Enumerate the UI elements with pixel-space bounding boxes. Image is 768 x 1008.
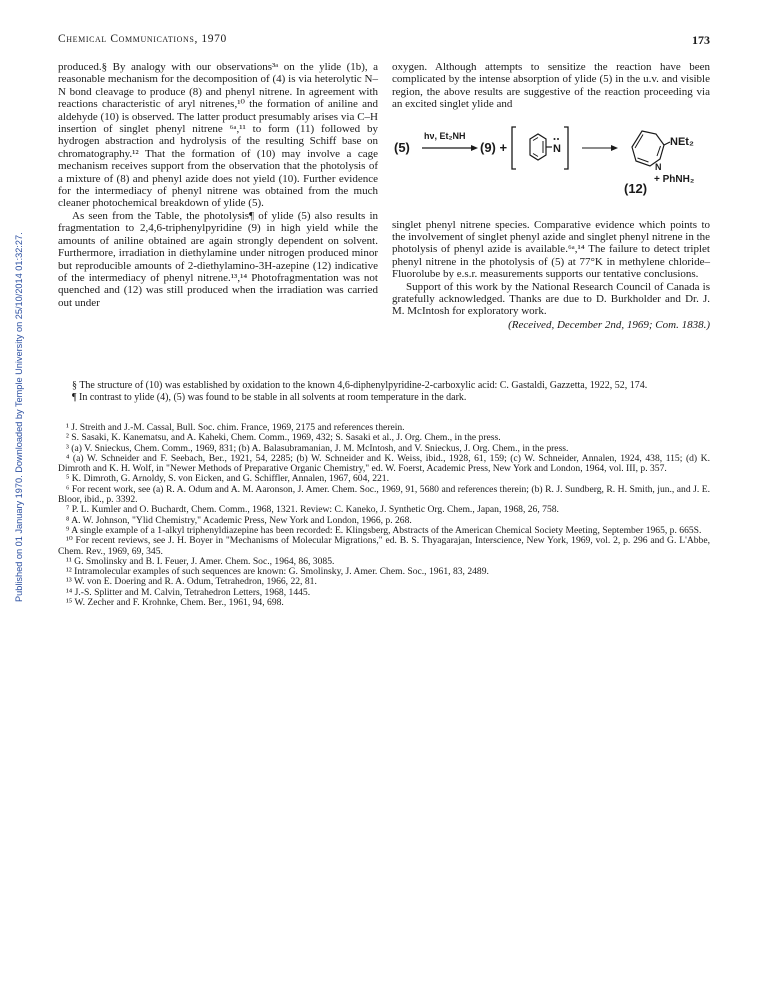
- azepine-double-bond: [638, 158, 649, 162]
- scheme-byproduct: + PhNH₂: [654, 173, 695, 185]
- right-bracket: [564, 127, 568, 169]
- nitrene-electron: [557, 138, 559, 140]
- left-column: [58, 61, 378, 309]
- scheme-product-9: (9) +: [480, 139, 508, 155]
- reference-item: ⁶ For recent work, see (a) R. A. Odum and A. M. Aaronson, J. Amer. Chem. Soc., 1969, 91, 5680 and references therein; (b) R. J. Sundberg, R. H. Smith, jun., and J. E. Bloor, ibid., p. 3392.: [58, 483, 710, 506]
- reference-item: ⁹ A single example of a 1-alkyl triphenyldiazepine has been recorded: E. Klingsberg, Abstracts of the American Chemical Society Meeting, September 1965, p. 665S.: [66, 524, 702, 536]
- reference-item: ⁵ K. Dimroth, G. Arnoldy, S. von Eicken, and G. Schiffler, Annalen, 1967, 604, 221.: [66, 473, 389, 485]
- reaction-arrowhead: [471, 145, 478, 151]
- azepine-substituent: NEt₂: [670, 135, 694, 148]
- azepine-double-bond: [657, 146, 661, 156]
- reference-item: ¹⁰ For recent reviews, see J. H. Boyer in "Mechanisms of Molecular Migrations," ed. B. S. Thyagarajan, Interscience, New York, 1969, vol. 2, p. 296 and G. L'Abbe, Chem. Rev., 1969, 69, 345.: [58, 535, 710, 557]
- running-header: [58, 33, 710, 49]
- nitrene-nitrogen: N: [553, 142, 561, 155]
- reference-item: ⁷ P. L. Kumler and O. Buchardt, Chem. Comm., 1968, 1321. Review: C. Kaneko, J. Synthetic Org. Chem., Japan, 1968, 26, 758.: [66, 504, 559, 516]
- reference-item: ¹ J. Streith and J.-M. Cassal, Bull. Soc. chim. France, 1969, 2175 and references therein.: [66, 422, 405, 433]
- benzene-double-bond: [533, 153, 538, 156]
- nitrene-electron: [554, 138, 556, 140]
- journal-title: Chemical Communications, 1970: [58, 33, 227, 45]
- reference-item: ¹² Intramolecular examples of such sequences are known: G. Smolinsky, J. Amer. Chem. Soc., 1961, 83, 2489.: [66, 566, 489, 578]
- paragraph: singlet phenyl nitrene species. Comparative evidence which points to the involvement of singlet phenyl azide and singlet phenyl nitrene in the photolysis of phenyl azide is available.⁶ᵃ,¹⁴ The failure to detect triplet phenyl nitrene in the photolysis of (5) at 77°K in methylene chloride–Fluorolube by e.s.r. measurements supports our tentative conclusions.: [392, 218, 711, 281]
- rearrangement-arrowhead: [611, 145, 618, 151]
- scheme-product-label: (12): [624, 180, 648, 196]
- footnotes: [58, 380, 710, 403]
- azepine-nitrogen: N: [655, 161, 662, 172]
- page-number: 173: [692, 33, 710, 47]
- references: [58, 423, 710, 608]
- reference-item: ¹⁴ J.-S. Splitter and M. Calvin, Tetrahedron Letters, 1968, 1445.: [66, 586, 311, 598]
- footnote: § The structure of (10) was established by oxidation to the known 4,6-diphenylpyridine-2-carboxylic acid: C. Gastaldi, Gazzetta, 1922, 52, 174.: [72, 380, 648, 391]
- paragraph: As seen from the Table, the photolysis¶ of ylide (5) also results in fragmentation to 2,4,6-triphenylpyridine (9) in high yield while the amounts of aniline obtained are again strongly dependent on solvent. Furthermore, irradiation in diethylamine under nitrogen produced minor but reproducible amounts of 2-diethylamino-3H-azepine (12) indicative of the intermediacy of phenyl nitrene.¹³,¹⁴ Photofragmentation was not quenched and (12) was still produced when the irradiation was carried out under: [58, 209, 378, 309]
- reference-item: ² S. Sasaki, K. Kanematsu, and A. Kaheki, Chem. Comm., 1969, 432; S. Sasaki et al., J. Org. Chem., in the press.: [66, 432, 501, 444]
- paragraph: Support of this work by the National Research Council of Canada is gratefully acknowledged. Thanks are due to D. Burkholder and Dr. J. M. McIntosh for exploratory work.: [392, 280, 710, 318]
- paragraph: produced.§ By analogy with our observations³ᵃ on the ylide (1b), a reasonable mechanism for the decomposition of (4) is via heterolytic N–N bond cleavage to produce (8) and phenyl nitrene. In agreement with reactions characteristic of aryl nitrenes,¹⁰ the formation of aniline and aldehyde (10) is observed. The latter product presumably arises via C–H insertion of singlet phenyl nitrene ⁶ᵃ,¹¹ to form (11) followed by hydrogen abstraction and hydrolysis of the resulting Schiff base on chromatography.¹² That the formation of (10) may involve a cage mechanism receives support from the observation that the photolysis of a mixture of (8) and phenyl azide does not yield (10). Further evidence for the intermediacy of phenyl nitrene was obtained from the much cleaner photochemical breakdown of ylide (5).: [58, 61, 378, 210]
- scheme-conditions: hν, Et₂NH: [424, 130, 466, 141]
- download-watermark: [0, 0, 22, 1008]
- footnote: ¶ In contrast to ylide (4), (5) was found to be stable in all solvents at room temperature in the dark.: [72, 391, 467, 403]
- paragraph: oxygen. Although attempts to sensitize the reaction have been complicated by the intense absorption of ylide (5) in the u.v. and visible region, the above results are suggestive of the reaction proceeding via an excited singlet ylide and: [392, 61, 710, 111]
- received-date: (Received, December 2nd, 1969; Com. 1838.): [508, 318, 710, 331]
- reference-item: ¹¹ G. Smolinsky and B. I. Feuer, J. Amer. Chem. Soc., 1964, 86, 3085.: [66, 555, 335, 567]
- reference-item: ¹³ W. von E. Doering and R. A. Odum, Tetrahedron, 1966, 22, 81.: [66, 576, 317, 588]
- left-bracket: [512, 127, 516, 169]
- reference-item: ⁴ (a) W. Schneider and F. Seebach, Ber., 1921, 54, 2285; (b) W. Schneider and K. Weiss, ibid., 1928, 61, 159; (c) W. Schneider, Annalen, 1924, 438, 115; (d) K. Dimroth and K. H. Wolf, in "Newer Methods of Preparative Organic Chemistry," ed. W. Foerst, Academic Press, New York and London, 1964, vol. III, p. 357.: [58, 452, 710, 475]
- reaction-scheme-drawing: [392, 121, 710, 209]
- reference-item: ⁸ A. W. Johnson, "Ylid Chemistry," Academic Press, New York and London, 1966, p. 268.: [66, 514, 412, 526]
- reference-item: ¹⁵ W. Zecher and F. Krohnke, Chem. Ber., 1961, 94, 698.: [66, 597, 284, 609]
- download-notice[interactable]: Published on 01 January 1970. Downloaded by Temple University on 25/10/2014 01:32:27.: [14, 232, 24, 602]
- right-column: [392, 61, 710, 331]
- reaction-scheme: [392, 121, 710, 209]
- reference-item: ³ (a) V. Snieckus, Chem. Comm., 1969, 831; (b) A. Balasubramanian, J. M. McIntosh, and V. Snieckus, J. Org. Chem., in the press.: [66, 442, 569, 454]
- benzene-double-bond: [533, 137, 538, 140]
- scheme-reactant: (5): [394, 139, 410, 155]
